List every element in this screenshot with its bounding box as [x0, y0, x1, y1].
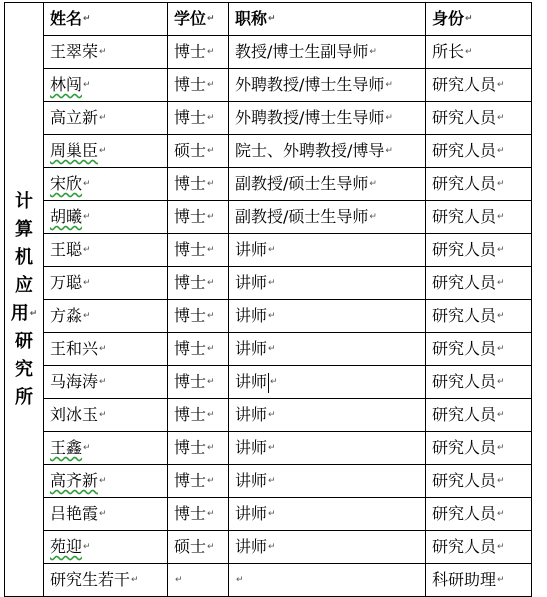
- cell-name[interactable]: [44, 234, 168, 267]
- cell-degree[interactable]: [168, 531, 229, 564]
- paragraph-mark-icon: ↵: [207, 476, 215, 486]
- cell-role[interactable]: [426, 102, 532, 135]
- header-role[interactable]: [426, 3, 532, 36]
- paragraph-mark-icon: ↵: [207, 377, 215, 387]
- cell-degree[interactable]: [168, 234, 229, 267]
- department-char: 机: [15, 246, 33, 268]
- cell-degree-text: 博士: [174, 75, 207, 94]
- department-char: 应: [15, 274, 33, 296]
- paragraph-mark-icon: ↵: [99, 344, 107, 354]
- cell-name[interactable]: [44, 69, 168, 102]
- paragraph-mark-icon: ↵: [175, 575, 183, 585]
- cell-name-text: 苑迎: [50, 537, 83, 556]
- cell-role-text: 研究人员: [432, 108, 497, 127]
- paragraph-mark-icon: ↵: [207, 14, 215, 24]
- paragraph-mark-icon: ↵: [99, 377, 107, 387]
- cell-name-text: 高立新: [50, 108, 99, 127]
- cell-title[interactable]: [229, 135, 426, 168]
- cell-role[interactable]: [426, 399, 532, 432]
- cell-title[interactable]: [229, 102, 426, 135]
- cell-name[interactable]: [44, 333, 168, 366]
- cell-title-text: 讲师: [235, 372, 268, 391]
- cell-degree-text: 博士: [174, 42, 207, 61]
- cell-title[interactable]: [229, 366, 426, 399]
- paragraph-mark-icon: ↵: [207, 113, 215, 123]
- cell-title-text: 院士、外聘教授/博导: [235, 141, 385, 160]
- cell-role-text: 研究人员: [432, 273, 497, 292]
- paragraph-mark-icon: ↵: [83, 212, 91, 222]
- cell-title-text: 副教授/硕士生导师: [235, 174, 369, 193]
- cell-name[interactable]: [44, 102, 168, 135]
- cell-degree-text: 博士: [174, 108, 207, 127]
- table-row: [5, 399, 532, 432]
- paragraph-mark-icon: ↵: [207, 146, 215, 156]
- cell-title[interactable]: [229, 432, 426, 465]
- table-row: [5, 69, 532, 102]
- cell-title[interactable]: [229, 498, 426, 531]
- paragraph-mark-icon: ↵: [270, 377, 278, 387]
- cell-degree[interactable]: [168, 498, 229, 531]
- cell-degree-text: 博士: [174, 273, 207, 292]
- cell-name-text: 王鑫: [50, 438, 83, 457]
- paragraph-mark-icon: ↵: [268, 476, 276, 486]
- table-row: [5, 366, 532, 399]
- cell-title-text: 外聘教授/博士生导师: [235, 75, 385, 94]
- paragraph-mark-icon: ↵: [497, 179, 505, 189]
- paragraph-mark-icon: ↵: [207, 179, 215, 189]
- cell-role-text: 研究人员: [432, 372, 497, 391]
- cell-role[interactable]: [426, 333, 532, 366]
- cell-degree-text: 博士: [174, 372, 207, 391]
- table-row: [5, 564, 532, 597]
- header-row: [5, 3, 532, 36]
- cell-degree-text: 博士: [174, 174, 207, 193]
- cell-name-text: 王聪: [50, 240, 83, 259]
- paragraph-mark-icon: ↵: [497, 476, 505, 486]
- paragraph-mark-icon: ↵: [83, 311, 91, 321]
- paragraph-mark-icon: ↵: [99, 113, 107, 123]
- header-name[interactable]: [44, 3, 168, 36]
- department-cell[interactable]: [5, 3, 44, 597]
- cell-degree[interactable]: [168, 564, 229, 597]
- paragraph-mark-icon: ↵: [268, 443, 276, 453]
- cell-role-text: 研究人员: [432, 471, 497, 490]
- paragraph-mark-icon: ↵: [497, 542, 505, 552]
- paragraph-mark-icon: ↵: [236, 575, 244, 585]
- header-degree[interactable]: [168, 3, 229, 36]
- department-char: 研: [15, 330, 33, 352]
- paragraph-mark-icon: ↵: [465, 14, 473, 24]
- cell-degree-text: 博士: [174, 339, 207, 358]
- paragraph-mark-icon: ↵: [99, 47, 107, 57]
- cell-degree[interactable]: [168, 102, 229, 135]
- paragraph-mark-icon: ↵: [83, 443, 91, 453]
- paragraph-mark-icon: ↵: [497, 344, 505, 354]
- cell-role-text: 研究人员: [432, 438, 497, 457]
- cell-name-text: 万聪: [50, 273, 83, 292]
- cell-role[interactable]: [426, 432, 532, 465]
- paragraph-mark-icon: ↵: [207, 311, 215, 321]
- table-row: [5, 498, 532, 531]
- cell-degree[interactable]: [168, 69, 229, 102]
- cell-degree-text: 硕士: [174, 141, 207, 160]
- paragraph-mark-icon: ↵: [268, 542, 276, 552]
- department-char: 计: [15, 190, 33, 212]
- cell-role-text: 所长: [432, 42, 465, 61]
- cell-title[interactable]: [229, 69, 426, 102]
- cell-title-text: 讲师: [235, 438, 268, 457]
- cell-role-text: 研究人员: [432, 240, 497, 259]
- paragraph-mark-icon: ↵: [83, 80, 91, 90]
- paragraph-mark-icon: ↵: [83, 542, 91, 552]
- cell-role-text: 研究人员: [432, 504, 497, 523]
- cell-degree[interactable]: [168, 36, 229, 69]
- paragraph-mark-icon: ↵: [207, 278, 215, 288]
- paragraph-mark-icon: ↵: [99, 509, 107, 519]
- cell-degree-text: 博士: [174, 438, 207, 457]
- paragraph-mark-icon: ↵: [207, 410, 215, 420]
- cell-title-text: 外聘教授/博士生导师: [235, 108, 385, 127]
- cell-name-text: 刘冰玉: [50, 405, 99, 424]
- cell-name-text: 王和兴: [50, 339, 99, 358]
- cell-role-text: 研究人员: [432, 207, 497, 226]
- cell-title[interactable]: [229, 36, 426, 69]
- cell-degree[interactable]: [168, 465, 229, 498]
- table-row: [5, 168, 532, 201]
- cell-role[interactable]: [426, 366, 532, 399]
- cell-role[interactable]: [426, 498, 532, 531]
- paragraph-mark-icon: ↵: [268, 14, 276, 24]
- cell-role[interactable]: [426, 300, 532, 333]
- paragraph-mark-icon: ↵: [99, 146, 107, 156]
- cell-name-text: 周巢臣: [50, 141, 99, 160]
- cell-name[interactable]: [44, 300, 168, 333]
- paragraph-mark-icon: ↵: [207, 509, 215, 519]
- cell-role[interactable]: [426, 234, 532, 267]
- cell-title-text: 讲师: [235, 537, 268, 556]
- table-row: [5, 300, 532, 333]
- cell-role-text: 研究人员: [432, 405, 497, 424]
- paragraph-mark-icon: ↵: [497, 575, 505, 585]
- paragraph-mark-icon: ↵: [497, 410, 505, 420]
- cell-role[interactable]: [426, 69, 532, 102]
- cell-name[interactable]: [44, 36, 168, 69]
- paragraph-mark-icon: ↵: [268, 245, 276, 255]
- cell-role-text: 研究人员: [432, 141, 497, 160]
- paragraph-mark-icon: ↵: [99, 476, 107, 486]
- cell-title[interactable]: [229, 267, 426, 300]
- cell-name[interactable]: [44, 366, 168, 399]
- paragraph-mark-icon: ↵: [369, 47, 377, 57]
- cell-name[interactable]: [44, 465, 168, 498]
- paragraph-mark-icon: ↵: [207, 443, 215, 453]
- header-title[interactable]: [229, 3, 426, 36]
- cell-degree-text: 博士: [174, 207, 207, 226]
- paragraph-mark-icon: ↵: [497, 443, 505, 453]
- cell-degree[interactable]: [168, 168, 229, 201]
- cell-degree-text: 博士: [174, 504, 207, 523]
- paragraph-mark-icon: ↵: [83, 278, 91, 288]
- cell-title[interactable]: [229, 201, 426, 234]
- cell-role-text: 科研助理: [432, 570, 497, 589]
- paragraph-mark-icon: ↵: [268, 410, 276, 420]
- cell-role[interactable]: [426, 135, 532, 168]
- table-row: [5, 201, 532, 234]
- cell-degree-text: 博士: [174, 405, 207, 424]
- paragraph-mark-icon: ↵: [385, 146, 393, 156]
- paragraph-mark-icon: ↵: [207, 47, 215, 57]
- cell-degree[interactable]: [168, 201, 229, 234]
- cell-role[interactable]: [426, 36, 532, 69]
- cell-title[interactable]: [229, 531, 426, 564]
- cell-title[interactable]: [229, 168, 426, 201]
- department-char: 算: [15, 218, 33, 240]
- cell-role-text: 研究人员: [432, 75, 497, 94]
- cell-name-text: 胡曦: [50, 207, 83, 226]
- paragraph-mark-icon: ↵: [385, 113, 393, 123]
- cell-role[interactable]: [426, 564, 532, 597]
- paragraph-mark-icon: ↵: [207, 212, 215, 222]
- cell-role[interactable]: [426, 168, 532, 201]
- cell-name-text: 方淼: [50, 306, 83, 325]
- cell-title-text: 副教授/硕士生导师: [235, 207, 369, 226]
- header-role-text: 身份: [432, 9, 465, 28]
- cell-name[interactable]: [44, 267, 168, 300]
- cell-role[interactable]: [426, 531, 532, 564]
- cell-role-text: 研究人员: [432, 174, 497, 193]
- table-row: [5, 234, 532, 267]
- cell-name[interactable]: [44, 531, 168, 564]
- table-row: [5, 36, 532, 69]
- cell-degree[interactable]: [168, 333, 229, 366]
- cell-title-text: 讲师: [235, 405, 268, 424]
- cell-title-text: 教授/博士生副导师: [235, 42, 369, 61]
- department-char: 所: [15, 386, 33, 408]
- paragraph-mark-icon: ↵: [497, 311, 505, 321]
- table-row: [5, 531, 532, 564]
- cell-title-text: 讲师: [235, 339, 268, 358]
- cell-name[interactable]: [44, 201, 168, 234]
- paragraph-mark-icon: ↵: [207, 344, 215, 354]
- cell-title-text: 讲师: [235, 504, 268, 523]
- paragraph-mark-icon: ↵: [83, 245, 91, 255]
- header-degree-text: 学位: [174, 9, 207, 28]
- cell-title[interactable]: [229, 564, 426, 597]
- cell-title[interactable]: [229, 399, 426, 432]
- paragraph-mark-icon: ↵: [29, 308, 38, 319]
- paragraph-mark-icon: ↵: [207, 245, 215, 255]
- cell-degree[interactable]: [168, 135, 229, 168]
- cell-title-text: 讲师: [235, 273, 268, 292]
- cell-name[interactable]: [44, 135, 168, 168]
- paragraph-mark-icon: ↵: [497, 509, 505, 519]
- cell-name[interactable]: [44, 564, 168, 597]
- paragraph-mark-icon: ↵: [131, 575, 139, 585]
- department-char: 究: [15, 358, 33, 380]
- paragraph-mark-icon: ↵: [369, 179, 377, 189]
- table-row: [5, 102, 532, 135]
- cell-role-text: 研究人员: [432, 339, 497, 358]
- department-label: [5, 188, 43, 412]
- cell-title-text: 讲师: [235, 240, 268, 259]
- cell-degree-text: 博士: [174, 471, 207, 490]
- cell-title-text: 讲师: [235, 306, 268, 325]
- cell-degree-text: 博士: [174, 306, 207, 325]
- document-page: [4, 2, 532, 597]
- table-row: [5, 135, 532, 168]
- cell-degree-text: 硕士: [174, 537, 207, 556]
- paragraph-mark-icon: ↵: [268, 344, 276, 354]
- paragraph-mark-icon: ↵: [497, 80, 505, 90]
- table-row: [5, 432, 532, 465]
- header-name-text: 姓名: [50, 9, 83, 28]
- cell-role-text: 研究人员: [432, 306, 497, 325]
- cell-title[interactable]: [229, 234, 426, 267]
- header-title-text: 职称: [235, 9, 268, 28]
- cell-degree[interactable]: [168, 267, 229, 300]
- cell-name-text: 马海涛: [50, 372, 99, 391]
- cell-name[interactable]: [44, 168, 168, 201]
- paragraph-mark-icon: ↵: [268, 278, 276, 288]
- cell-name-text: 研究生若干: [50, 570, 131, 589]
- text-cursor: [268, 373, 269, 393]
- table-row: [5, 267, 532, 300]
- cell-name-text: 吕艳霞: [50, 504, 99, 523]
- staff-table: [4, 2, 532, 597]
- cell-degree[interactable]: [168, 432, 229, 465]
- paragraph-mark-icon: ↵: [83, 179, 91, 189]
- cell-title[interactable]: [229, 300, 426, 333]
- paragraph-mark-icon: ↵: [207, 80, 215, 90]
- paragraph-mark-icon: ↵: [497, 278, 505, 288]
- paragraph-mark-icon: ↵: [268, 509, 276, 519]
- cell-name[interactable]: [44, 399, 168, 432]
- cell-name-text: 林闯: [50, 75, 83, 94]
- paragraph-mark-icon: ↵: [497, 377, 505, 387]
- cell-title[interactable]: [229, 333, 426, 366]
- cell-degree-text: 博士: [174, 240, 207, 259]
- paragraph-mark-icon: ↵: [497, 245, 505, 255]
- department-char: 用↵: [10, 302, 38, 324]
- paragraph-mark-icon: ↵: [465, 47, 473, 57]
- cell-name[interactable]: [44, 498, 168, 531]
- cell-name-text: 宋欣: [50, 174, 83, 193]
- paragraph-mark-icon: ↵: [497, 212, 505, 222]
- paragraph-mark-icon: ↵: [369, 212, 377, 222]
- table-row: [5, 465, 532, 498]
- paragraph-mark-icon: ↵: [207, 542, 215, 552]
- cell-name[interactable]: [44, 432, 168, 465]
- paragraph-mark-icon: ↵: [83, 14, 91, 24]
- cell-role-text: 研究人员: [432, 537, 497, 556]
- cell-degree[interactable]: [168, 399, 229, 432]
- paragraph-mark-icon: ↵: [497, 146, 505, 156]
- paragraph-mark-icon: ↵: [385, 80, 393, 90]
- cell-degree[interactable]: [168, 300, 229, 333]
- cell-role[interactable]: [426, 465, 532, 498]
- cell-role[interactable]: [426, 201, 532, 234]
- cell-title[interactable]: [229, 465, 426, 498]
- cell-role[interactable]: [426, 267, 532, 300]
- cell-degree[interactable]: [168, 366, 229, 399]
- paragraph-mark-icon: ↵: [497, 113, 505, 123]
- paragraph-mark-icon: ↵: [268, 311, 276, 321]
- table-row: [5, 333, 532, 366]
- paragraph-mark-icon: ↵: [99, 410, 107, 420]
- cell-name-text: 高齐新: [50, 471, 99, 490]
- cell-title-text: 讲师: [235, 471, 268, 490]
- cell-name-text: 王翠荣: [50, 42, 99, 61]
